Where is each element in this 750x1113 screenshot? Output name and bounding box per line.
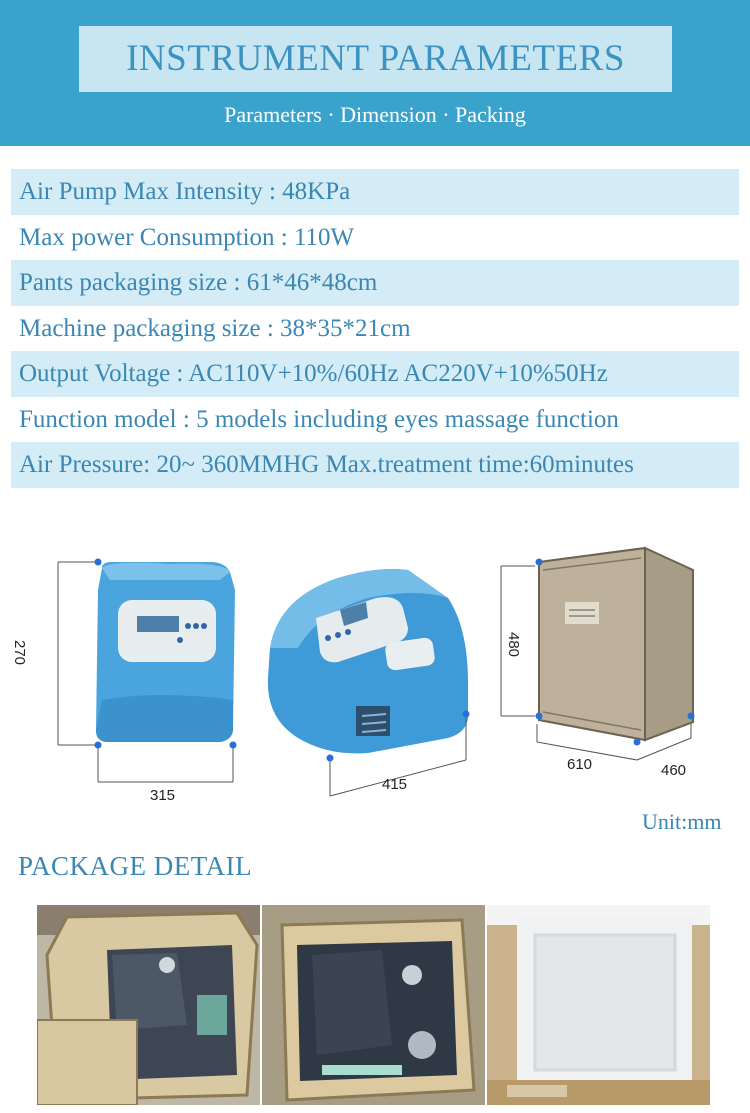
param-row: Machine packaging size : 38*35*21cm (19, 314, 411, 342)
box-height-label: 480 (505, 632, 522, 658)
crate-diagram (495, 540, 705, 780)
unit-label: Unit:mm (642, 809, 722, 834)
side-depth-label: 415 (382, 776, 408, 793)
package-photo-2 (262, 905, 485, 1105)
front-view-diagram (20, 550, 250, 810)
page-title: INSTRUMENT PARAMETERS (126, 38, 625, 79)
param-row: Output Voltage : AC110V+10%/60Hz AC220V+10%50Hz (11, 351, 739, 397)
param-row: Air Pump Max Intensity : 48KPa (11, 169, 739, 215)
package-detail-title: PACKAGE DETAIL (18, 851, 253, 881)
perspective-view-diagram (258, 558, 488, 818)
box-depth-label: 460 (661, 762, 687, 779)
param-row: Pants packaging size : 61*46*48cm (11, 260, 739, 306)
front-width-label: 315 (150, 787, 176, 804)
front-height-label: 270 (11, 640, 28, 666)
package-photo-3 (487, 905, 710, 1105)
parameter-list (11, 169, 739, 488)
param-row: Air Pressure: 20~ 360MMHG Max.treatment time:60minutes (11, 442, 739, 488)
package-photo-1 (37, 905, 260, 1105)
header-banner (0, 0, 750, 146)
page-subtitle: Parameters · Dimension · Packing (224, 102, 526, 127)
title-box (79, 26, 672, 92)
param-row: Function model : 5 models including eyes massage function (19, 405, 619, 433)
param-row: Max power Consumption : 110W (19, 223, 355, 251)
box-width-label: 610 (567, 756, 593, 773)
